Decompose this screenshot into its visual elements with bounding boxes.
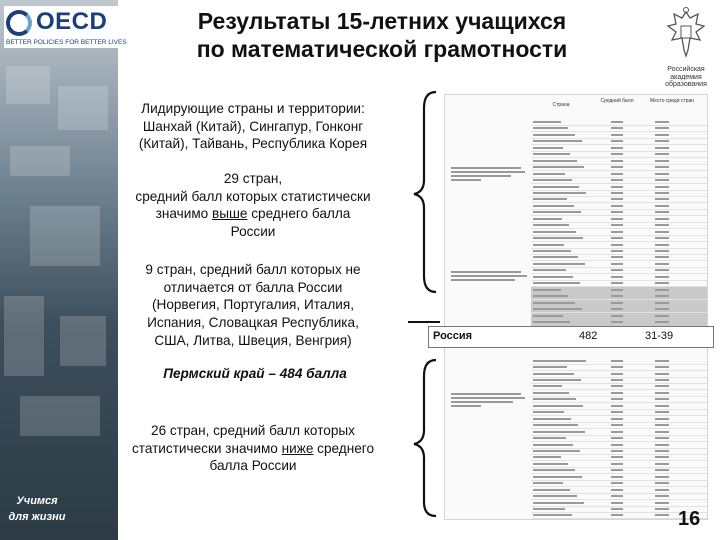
title-line1: Результаты 15-летних учащихся bbox=[197, 8, 567, 34]
above-line3 bbox=[88, 205, 418, 223]
above-average-text bbox=[88, 170, 418, 241]
motto-line1: Учимся bbox=[16, 495, 58, 507]
page-number: 16 bbox=[678, 508, 701, 530]
motto bbox=[0, 494, 74, 526]
below-line2-pre: статистически значимо bbox=[131, 440, 282, 456]
table-note-above bbox=[451, 165, 531, 183]
table-note-equal bbox=[451, 269, 531, 283]
below-average-text bbox=[88, 422, 418, 475]
below-line2 bbox=[88, 440, 418, 458]
leaders-line3: (Китай), Тайвань, Республика Корея bbox=[138, 136, 368, 152]
equal-average-text bbox=[88, 261, 418, 349]
russia-row bbox=[428, 326, 714, 348]
russia-name: Россия bbox=[433, 330, 473, 342]
above-line2: средний балл которых статистически bbox=[135, 188, 371, 204]
brace-below bbox=[414, 360, 436, 516]
table-note-below bbox=[451, 391, 531, 409]
russia-rank: 31-39 bbox=[645, 330, 674, 342]
col-score: Средний балл bbox=[600, 98, 634, 104]
motto-line2: для жизни bbox=[8, 510, 66, 523]
equal-line4: Испания, Словацкая Республика, bbox=[147, 315, 359, 331]
academy-emblem bbox=[656, 6, 716, 94]
brace-above bbox=[414, 92, 436, 292]
russia-score: 482 bbox=[579, 330, 598, 342]
oecd-logo-icon bbox=[6, 10, 32, 36]
above-line3-pre: значимо bbox=[155, 206, 213, 222]
above-line4: России bbox=[230, 224, 276, 240]
leaders-line2: Шанхай (Китай), Сингапур, Гонконг bbox=[142, 118, 364, 134]
oecd-logo bbox=[4, 6, 127, 48]
equal-line5: США, Литва, Швеция, Венгрия) bbox=[154, 332, 352, 348]
title-line2: по математической грамотности bbox=[196, 35, 568, 62]
grouping-braces bbox=[400, 88, 444, 520]
below-line3: балла России bbox=[209, 458, 297, 474]
below-line2-post: среднего bbox=[313, 440, 375, 456]
eagle-emblem-icon bbox=[664, 6, 708, 64]
col-rank: Место среди стран bbox=[649, 98, 695, 104]
equal-line1: 9 стран, средний балл которых не bbox=[145, 262, 361, 277]
equal-line2: отличается от балла России bbox=[163, 279, 343, 295]
table-header bbox=[531, 97, 705, 119]
above-line1: 29 стран, bbox=[223, 171, 283, 186]
oecd-logo-subtitle: BETTER POLICIES FOR BETTER LIVES bbox=[6, 39, 127, 46]
page-title bbox=[122, 8, 642, 63]
leaders-text bbox=[88, 100, 418, 153]
above-line3-post: среднего балла bbox=[247, 206, 351, 222]
table-body bbox=[531, 119, 707, 519]
oecd-logo-text: OECD bbox=[36, 8, 108, 35]
emblem-caption: Российская академия образования bbox=[665, 66, 707, 89]
pisa-results-table bbox=[444, 94, 708, 520]
col-country: Страна bbox=[552, 102, 570, 108]
equal-line3: (Норвегия, Португалия, Италия, bbox=[151, 297, 355, 313]
below-line1: 26 стран, средний балл которых bbox=[151, 423, 355, 438]
below-emphasis: ниже bbox=[281, 440, 314, 456]
leaders-line1: Лидирующие страны и территории: bbox=[141, 101, 365, 116]
above-emphasis: выше bbox=[212, 206, 248, 222]
perm-region-score: Пермский край – 484 балла bbox=[163, 366, 347, 381]
